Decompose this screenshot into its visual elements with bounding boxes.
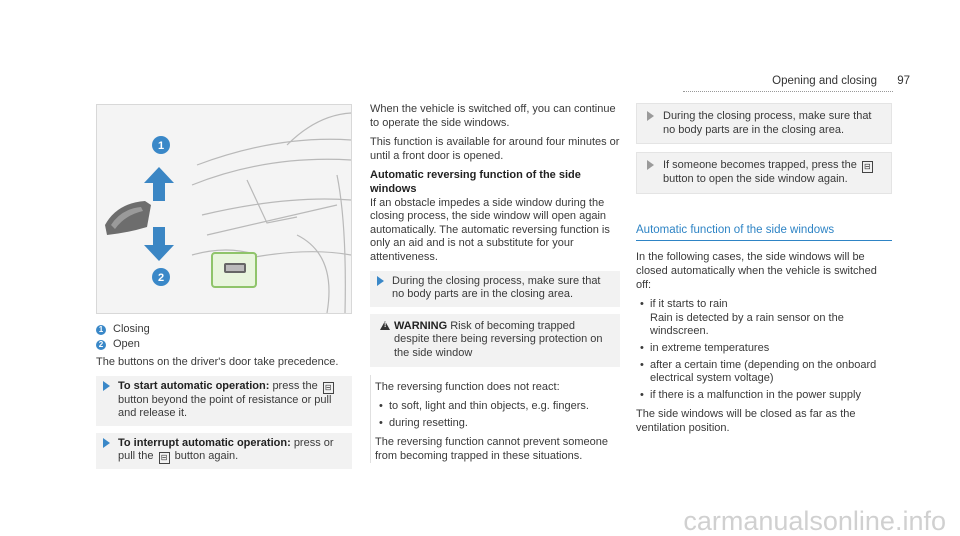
legend-item (96, 337, 352, 352)
paragraph: In the following cases, the side windows will be closed automatically when the vehicle is switched off: (636, 251, 877, 291)
list-item-sub: Rain is detected by a rain sensor on the windscreen. (650, 311, 844, 338)
callout-1: 1 (157, 140, 165, 152)
warning-list (375, 400, 620, 430)
warning-box (370, 314, 620, 367)
section-heading: Automatic function of the side windows (636, 224, 892, 242)
column-left (96, 322, 352, 476)
paragraph: The reversing function does not react: (375, 380, 560, 393)
window-switch-icon: ⊟ (323, 382, 334, 394)
callout-2: 2 (157, 272, 165, 284)
window-switch-icon: ⊟ (159, 452, 170, 464)
step-text: button again. (174, 450, 239, 463)
warning-label: WARNING (394, 319, 448, 332)
warning-text: Risk of becoming trapped despite there being reversing protection on the side window (394, 319, 603, 359)
legend-label: Open (113, 337, 140, 350)
step-interrupt-automatic (96, 433, 352, 470)
watermark: carmanualsonline.info (683, 506, 946, 536)
step-text: button to open the side window again. (663, 173, 848, 186)
step-text: If someone becomes trapped, press the (663, 159, 857, 172)
list-item-main: if it starts to rain (650, 298, 728, 311)
door-panel-drawing (97, 105, 351, 313)
callout-badge: 1 (96, 325, 106, 335)
intro-text: The buttons on the driver's door take precedence. (96, 356, 339, 368)
page-header (0, 75, 960, 87)
step-box (636, 103, 892, 144)
step-arrow-icon (647, 160, 654, 170)
page-number: 97 (897, 75, 910, 87)
section-title: Opening and closing (772, 75, 877, 87)
step-heading: To start automatic operation: (118, 379, 270, 392)
header-rule (683, 91, 893, 92)
step-text: press or pull the (118, 436, 334, 463)
step-text: During the closing process, make sure that no body parts are in the closing area. (392, 274, 601, 301)
paragraph: The side windows will be closed as far as the ventilation position. (636, 408, 856, 434)
column-right (636, 103, 892, 442)
door-buttons-illustration (96, 104, 352, 314)
step-arrow-icon (103, 381, 110, 391)
list-item: • in extreme temperatures (650, 342, 892, 356)
warning-icon (380, 321, 390, 330)
legend-item (96, 322, 352, 337)
step-arrow-icon (647, 111, 654, 121)
list-item: • if there is a malfunction in the power supply (650, 389, 892, 403)
window-switch-icon: ⊟ (862, 161, 873, 173)
column-middle (370, 103, 620, 469)
list-item: • during resetting. (389, 417, 620, 431)
paragraph: This function is available for around four minutes or until a front door is opened. (370, 136, 620, 162)
warning-header (380, 320, 612, 361)
step-text: During the closing process, make sure that no body parts are in the closing area. (663, 110, 872, 136)
step-box (636, 152, 892, 194)
list-item: • to soft, light and thin objects, e.g. fingers. (389, 400, 620, 414)
step-text: press the (272, 379, 318, 392)
step-arrow-icon (377, 276, 384, 286)
step-arrow-icon (103, 438, 110, 448)
step-heading: To interrupt automatic operation: (118, 436, 291, 449)
step-text: button beyond the point of resistance or pull and release it. (118, 393, 332, 420)
paragraph: When the vehicle is switched off, you can continue to operate the side windows. (370, 103, 616, 129)
conditions-list (636, 298, 892, 402)
step-start-automatic (96, 376, 352, 426)
list-item: • after a certain time (depending on the onboard electrical system voltage) (650, 359, 892, 386)
list-item (650, 298, 892, 339)
paragraph: If an obstacle impedes a side window during the closing process, the side window will open again automatically. The automatic reversing function is only an aid and is not a substitute for your attentiveness. (370, 196, 610, 263)
warning-body (370, 375, 620, 464)
callout-badge: 2 (96, 340, 106, 350)
paragraph: The reversing function cannot prevent someone from becoming trapped in these situations. (375, 436, 608, 462)
legend-label: Closing (113, 322, 150, 335)
step-closing-area (370, 271, 620, 307)
subheading: Automatic reversing function of the side windows (370, 169, 581, 195)
